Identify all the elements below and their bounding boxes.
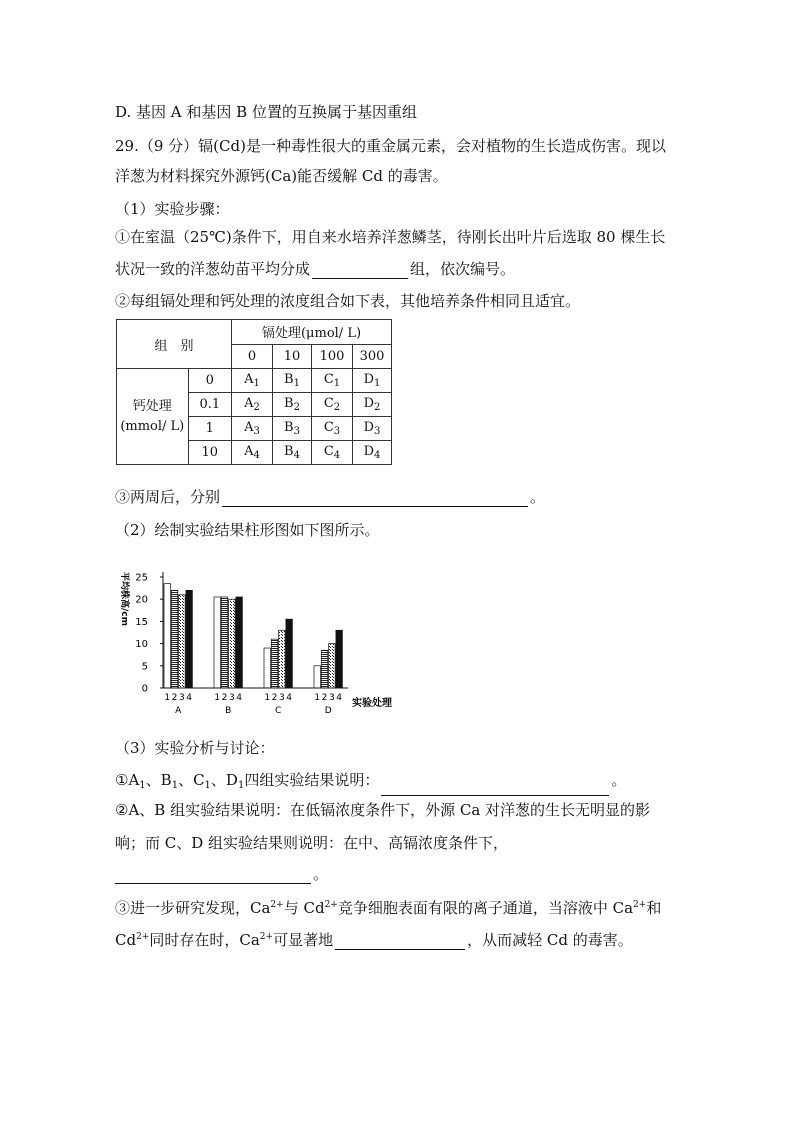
ca-level: 0.1 (188, 393, 231, 417)
x-sub-label: 1 (214, 693, 221, 703)
table-cell: $A_4$ (232, 441, 273, 465)
step-1a-line2: 状况一致的洋葱幼苗平均分成 组，依次编号。 (115, 260, 516, 278)
ca-level: 1 (188, 417, 231, 441)
x-sub-label: 3 (328, 693, 335, 703)
bar-D-1 (314, 666, 321, 688)
option-d: D. 基因 A 和基因 B 位置的互换属于基因重组 (115, 103, 417, 121)
x-sub-label: 1 (264, 693, 271, 703)
x-sub-label: 2 (171, 693, 178, 703)
step-3c-line1: ③进一步研究发现，$Ca^{2+}$与 $Cd^{2+}$竞争细胞表面有限的离子通道，当溶液中 $Ca^{2+}$和 (115, 899, 662, 917)
x-sub-label: 2 (221, 693, 228, 703)
table-cell: $B_3$ (273, 417, 312, 441)
bar-A-4 (186, 590, 193, 688)
bar-D-4 (336, 630, 343, 688)
bar-C-1 (264, 648, 271, 688)
bar-A-3 (179, 595, 186, 688)
answer-blank-3b[interactable] (115, 867, 311, 884)
cd-level: 0 (232, 344, 273, 369)
table-cell: $C_3$ (312, 417, 353, 441)
step-1a-line1: ①在室温（25℃)条件下，用自来水培养洋葱鳞茎，待刚长出叶片后选取 80 棵生长 (115, 228, 666, 246)
bar-B-4 (236, 597, 243, 688)
answer-blank-3a[interactable] (381, 779, 609, 796)
step-3c-line2: $Cd^{2+}$同时存在时，$Ca^{2+}$可显著地 ，从而减轻 Cd 的毒害。 (115, 931, 633, 949)
x-sub-label: 3 (178, 693, 185, 703)
table-cell: $A_2$ (232, 393, 273, 417)
bar-B-1 (214, 597, 221, 688)
ca-level: 0 (188, 369, 231, 393)
step-1-heading: （1）实验步骤： (115, 200, 230, 218)
bar-D-2 (321, 650, 328, 688)
bar-C-4 (286, 619, 293, 688)
table-cell: $D_3$ (353, 417, 392, 441)
step-3a: $①A_1$、$B_1$、$C_1$、$D_1$四组实验结果说明： 。 (115, 770, 626, 796)
table-cell: $C_4$ (312, 441, 353, 465)
x-category-label: C (275, 706, 282, 716)
ca-level: 10 (188, 441, 231, 465)
x-sub-label: 3 (228, 693, 235, 703)
table-cell: $D_1$ (353, 369, 392, 393)
x-category-label: A (175, 706, 182, 716)
table-cell: $A_3$ (232, 417, 273, 441)
table-cell: $B_1$ (273, 369, 312, 393)
x-sub-label: 2 (271, 693, 278, 703)
x-sub-label: 4 (186, 693, 193, 703)
table-cell: $D_2$ (353, 393, 392, 417)
step-3b-line2: 响；而 C、D 组实验结果则说明：在中、高镉浓度条件下， (115, 834, 509, 852)
table-ca-header: 钙处理 (mmol/ L) (117, 369, 189, 465)
question-29-line1: 29.（9 分）镉(Cd)是一种毒性很大的重金属元素，会对植物的生长造成伤害。现以 (115, 137, 666, 155)
x-sub-label: 1 (314, 693, 321, 703)
cd-level: 100 (312, 344, 353, 369)
y-tick-label: 5 (141, 661, 148, 673)
step-3b-line1: ②A、B 组实验结果说明：在低镉浓度条件下，外源 Ca 对洋葱的生长无明显的影 (115, 801, 651, 819)
step-3-heading: （3）实验分析与讨论： (115, 739, 275, 757)
x-axis-label: 实验处理 (352, 698, 392, 709)
bar-C-2 (271, 639, 278, 688)
y-tick-label: 25 (135, 572, 148, 584)
cd-level: 10 (273, 344, 312, 369)
table-cell: $D_4$ (353, 441, 392, 465)
height-bar-chart (108, 560, 408, 718)
table-cell: $C_2$ (312, 393, 353, 417)
table-cell: $B_2$ (273, 393, 312, 417)
question-29-line2: 洋葱为材料探究外源钙(Ca)能否缓解 Cd 的毒害。 (115, 167, 448, 185)
answer-blank-3c[interactable] (335, 933, 465, 950)
answer-blank-measure[interactable] (222, 490, 528, 507)
bar-B-2 (221, 597, 228, 688)
bar-A-1 (164, 584, 171, 688)
x-sub-label: 4 (236, 693, 243, 703)
answer-blank-groups[interactable] (312, 262, 408, 279)
table-cell: $A_1$ (232, 369, 273, 393)
bar-A-2 (171, 590, 178, 688)
table-cd-header: 镉处理(μmol/ L) (232, 320, 392, 345)
bar-C-3 (279, 630, 286, 688)
bar-B-3 (229, 599, 236, 688)
y-tick-label: 0 (141, 683, 148, 695)
table-cell: $B_4$ (273, 441, 312, 465)
step-3b-line3: 。 (115, 864, 328, 884)
x-sub-label: 1 (164, 693, 171, 703)
x-sub-label: 3 (278, 693, 285, 703)
y-tick-label: 20 (135, 594, 148, 606)
x-sub-label: 4 (336, 693, 343, 703)
step-1b: ②每组镉处理和钙处理的浓度组合如下表，其他培养条件相同且适宜。 (115, 292, 581, 310)
bar-D-3 (329, 644, 336, 688)
y-tick-label: 10 (135, 639, 148, 651)
treatment-table (116, 319, 392, 465)
table-group-header: 组 别 (117, 320, 232, 369)
x-sub-label: 2 (321, 693, 328, 703)
step-1c: ③两周后，分别 。 (115, 488, 546, 506)
x-sub-label: 4 (286, 693, 293, 703)
step-2-heading: （2）绘制实验结果柱形图如下图所示。 (115, 521, 380, 539)
x-category-label: B (225, 706, 232, 716)
y-axis-label: 平均株高/cm (119, 572, 129, 627)
y-tick-label: 15 (135, 616, 148, 628)
cd-level: 300 (353, 344, 392, 369)
table-cell: $C_1$ (312, 369, 353, 393)
x-category-label: D (324, 706, 332, 716)
